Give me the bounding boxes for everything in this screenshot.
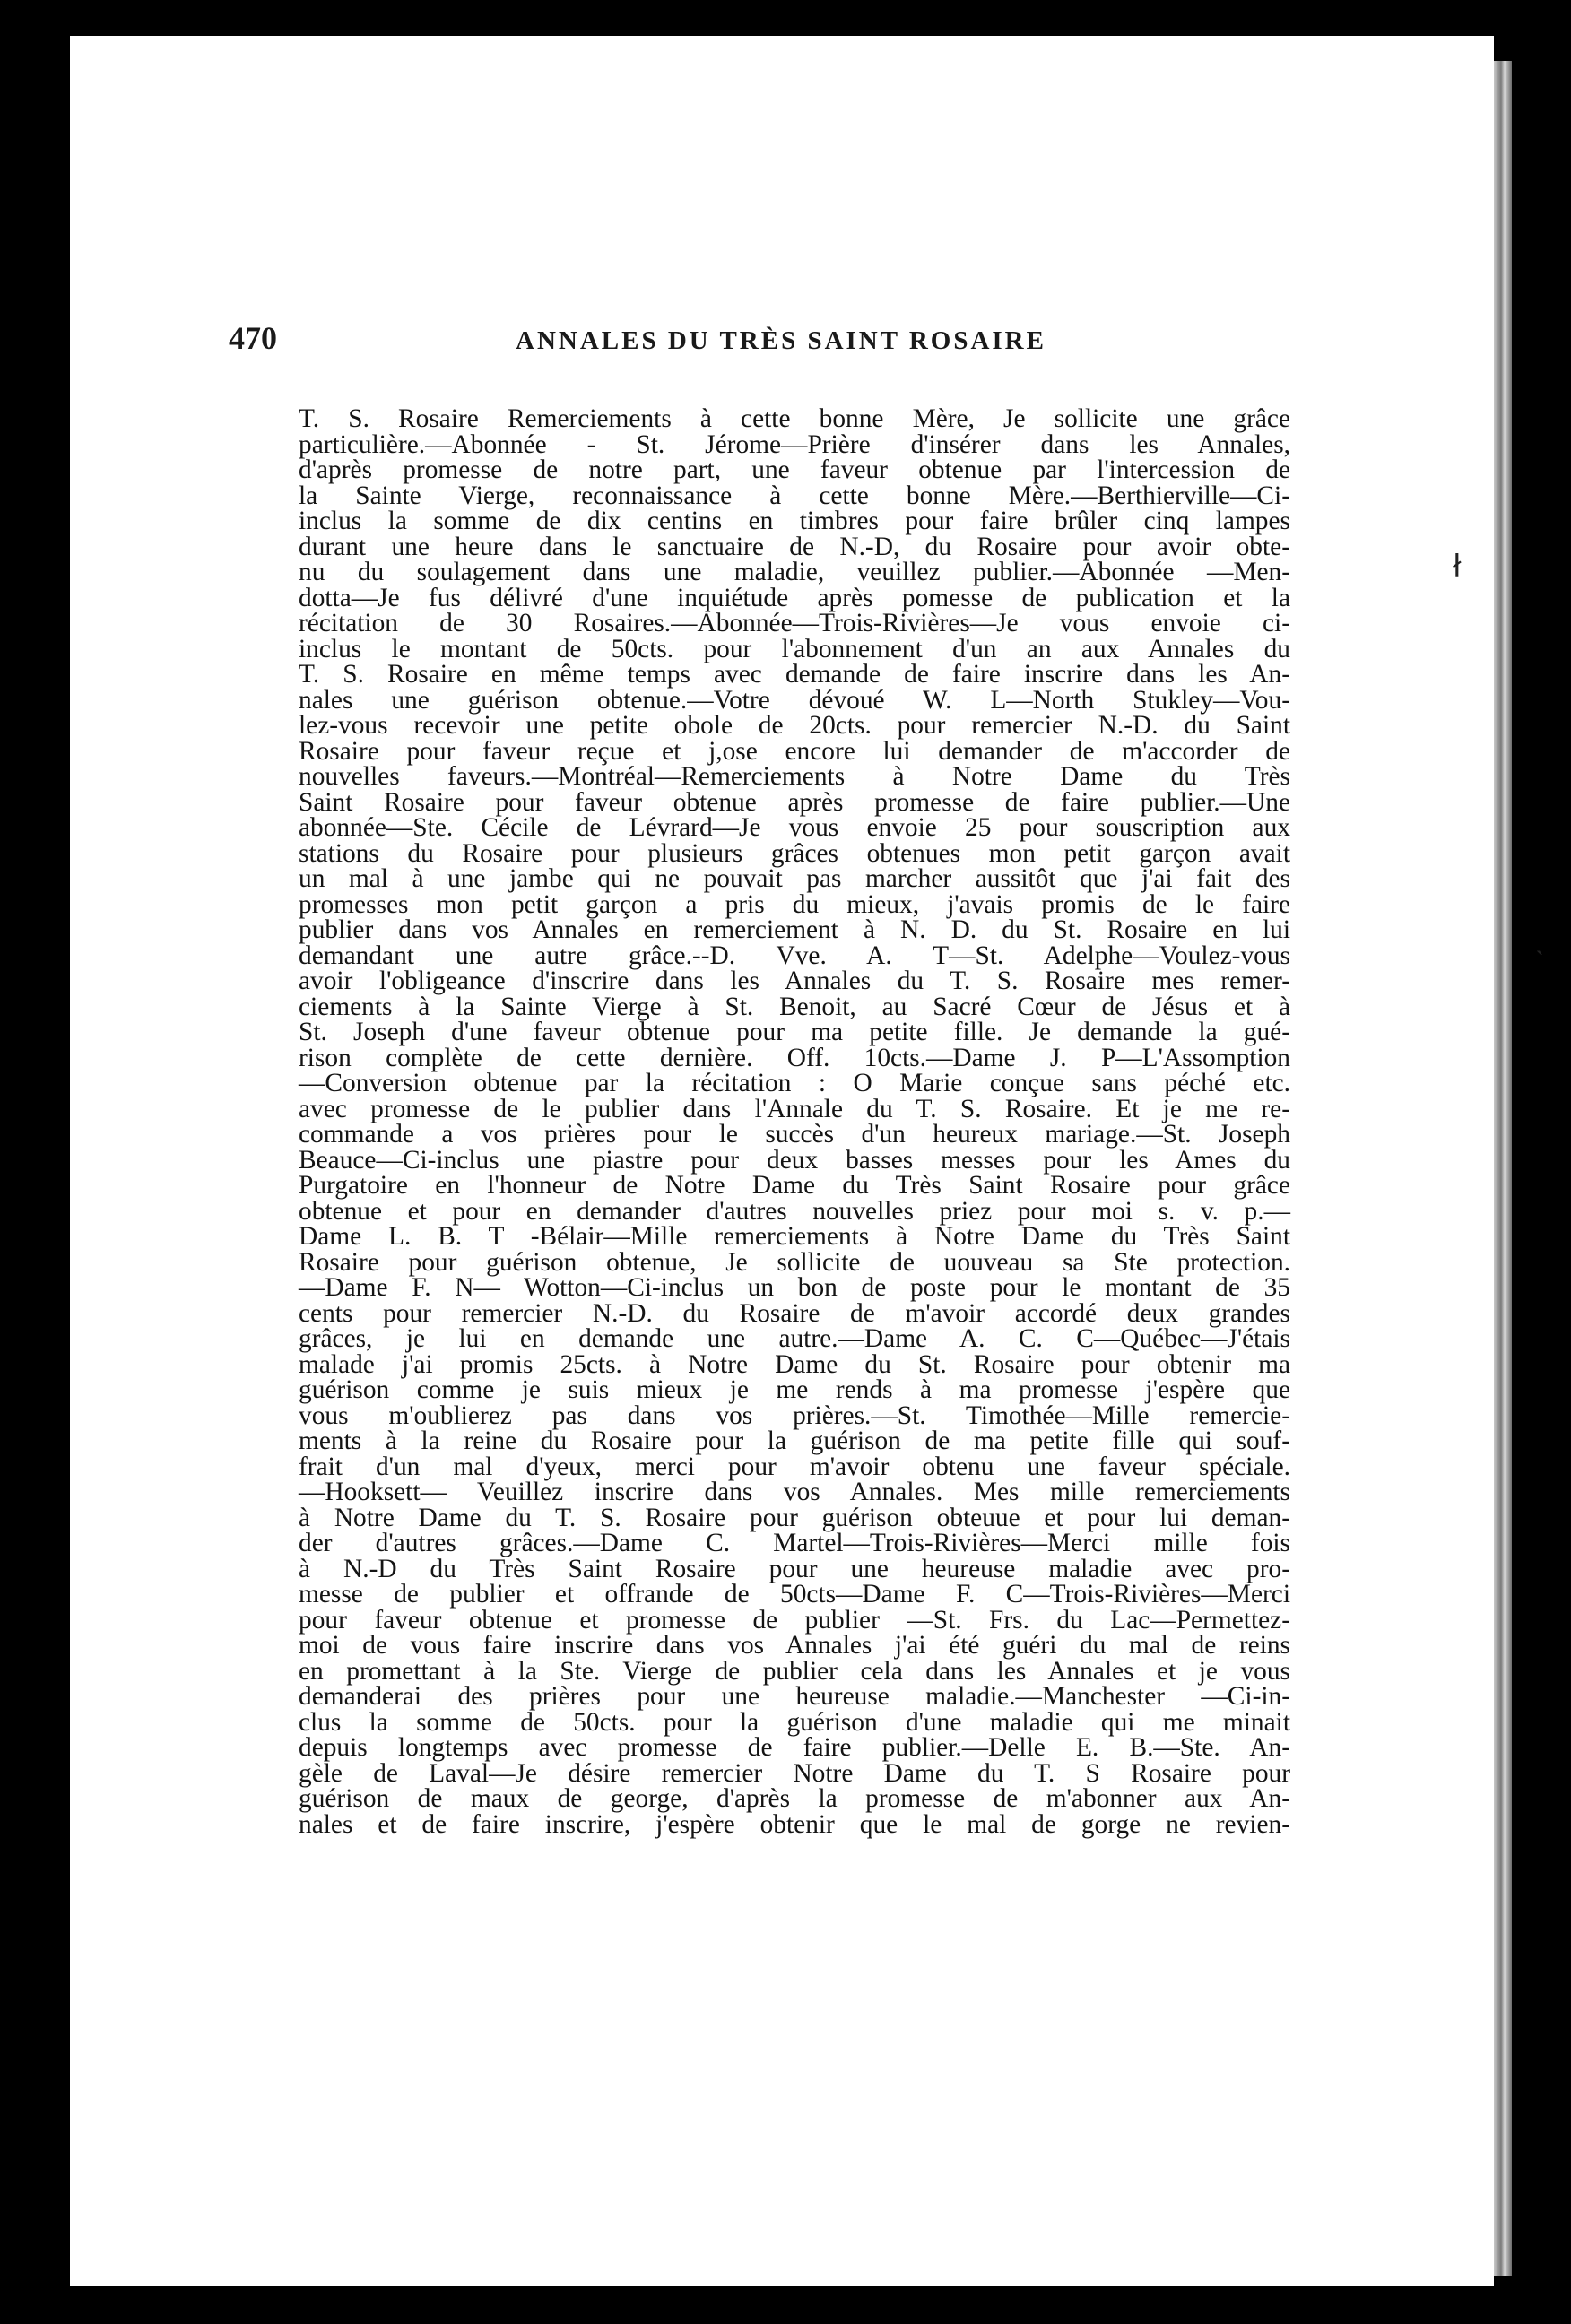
text-line: demandant une autre grâce.--D. Vve. A. T—St. Adelphe—Voulez-vous bbox=[299, 941, 1290, 970]
text-line: dotta—Je fus délivré d'une inquiétude après pomesse de publication et la bbox=[299, 583, 1290, 612]
text-line: en promettant à la Ste. Vierge de publier cela dans les Annales et je vous bbox=[299, 1656, 1290, 1686]
text-line: abonnée—Ste. Cécile de Lévrard—Je vous envoie 25 pour souscription aux bbox=[299, 813, 1290, 842]
text-line: der d'autres grâces.—Dame C. Martel—Trois-Rivières—Merci mille fois bbox=[299, 1529, 1290, 1557]
text-line: Rosaire pour guérison obtenue, Je sollicite de uouveau sa Ste protection. bbox=[299, 1247, 1290, 1277]
text-line: inclus le montant de 50cts. pour l'abonnement d'un an aux Annales du bbox=[299, 634, 1290, 663]
text-line: ments à la reine du Rosaire pour la guérison de ma petite fille qui souf- bbox=[299, 1426, 1290, 1455]
text-line: avoir l'obligeance d'inscrire dans les Annales du T. S. Rosaire mes remer- bbox=[299, 967, 1290, 995]
text-line: rison complète de cette dernière. Off. 10cts.—Dame J. P—L'Assomption bbox=[299, 1043, 1290, 1072]
text-line: Dame L. B. T -Bélair—Mille remerciements à Notre Dame du Très Saint bbox=[299, 1222, 1290, 1251]
text-line: pour faveur obtenue et promesse de publier —St. Frs. du Lac—Permettez- bbox=[299, 1605, 1290, 1635]
text-line: Saint Rosaire pour faveur obtenue après promesse de faire publier.—Une bbox=[299, 787, 1290, 817]
margin-mark: ł bbox=[1453, 549, 1462, 585]
text-line: à N.-D du Très Saint Rosaire pour une heureuse maladie avec pro- bbox=[299, 1554, 1290, 1583]
page-edge-shadow bbox=[1494, 61, 1512, 2276]
text-line: d'après promesse de notre part, une faveur obtenue par l'intercession de bbox=[299, 455, 1290, 484]
text-line: guérison de maux de george, d'après la promesse de m'abonner aux An- bbox=[299, 1784, 1290, 1813]
text-line: publier dans vos Annales en remerciement à N. D. du St. Rosaire en lui bbox=[299, 915, 1290, 944]
text-line: moi de vous faire inscrire dans vos Annales j'ai été guéri du mal de reins bbox=[299, 1631, 1290, 1660]
text-line: un mal à une jambe qui ne pouvait pas marcher aussitôt que j'ai fait des bbox=[299, 864, 1290, 893]
text-line: durant une heure dans le sanctuaire de N.-D, du Rosaire pour avoir obte- bbox=[299, 532, 1290, 561]
text-line: Beauce—Ci-inclus une piastre pour deux basses messes pour les Ames du bbox=[299, 1145, 1290, 1175]
text-line: récitation de 30 Rosaires.—Abonnée—Trois-Rivières—Je vous envoie ci- bbox=[299, 609, 1290, 637]
page-number: 470 bbox=[229, 320, 277, 356]
text-line: St. Joseph d'une faveur obtenue pour ma petite fille. Je demande la gué- bbox=[299, 1018, 1290, 1046]
text-line: guérison comme je suis mieux je me rends à ma promesse j'espère que bbox=[299, 1375, 1290, 1404]
text-line: nales et de faire inscrire, j'espère obtenir que le mal de gorge ne revien- bbox=[299, 1809, 1290, 1839]
text-line: messe de publier et offrande de 50cts—Dame F. C—Trois-Rivières—Merci bbox=[299, 1580, 1290, 1609]
text-line: cents pour remercier N.-D. du Rosaire de m'avoir accordé deux grandes bbox=[299, 1298, 1290, 1328]
body-text bbox=[299, 406, 1290, 1837]
text-line: —Hooksett— Veuillez inscrire dans vos Annales. Mes mille remerciements bbox=[299, 1478, 1290, 1506]
text-line: inclus la somme de dix centins en timbres pour faire brûler cinq lampes bbox=[299, 507, 1290, 535]
text-line: —Dame F. N— Wotton—Ci-inclus un bon de poste pour le montant de 35 bbox=[299, 1273, 1290, 1302]
text-line: promesses mon petit garçon a pris du mieux, j'avais promis de le faire bbox=[299, 889, 1290, 919]
text-line: depuis longtemps avec promesse de faire publier.—Delle E. B.—Ste. An- bbox=[299, 1733, 1290, 1762]
text-line: malade j'ai promis 25cts. à Notre Dame du St. Rosaire pour obtenir ma bbox=[299, 1349, 1290, 1379]
text-line: gèle de Laval—Je désire remercier Notre Dame du T. S Rosaire pour bbox=[299, 1758, 1290, 1788]
text-line: ciements à la Sainte Vierge à St. Benoit, au Sacré Cœur de Jésus et à bbox=[299, 992, 1290, 1021]
text-line: demanderai des prières pour une heureuse maladie.—Manchester —Ci-in- bbox=[299, 1682, 1290, 1711]
text-line: lez-vous recevoir une petite obole de 20cts. pour remercier N.-D. du Saint bbox=[299, 711, 1290, 740]
text-line: stations du Rosaire pour plusieurs grâces obtenues mon petit garçon avait bbox=[299, 838, 1290, 868]
text-line: commande a vos prières pour le succès d'un heureux mariage.—St. Joseph bbox=[299, 1120, 1290, 1149]
text-line: à Notre Dame du T. S. Rosaire pour guérison obteuue et pour lui deman- bbox=[299, 1503, 1290, 1532]
text-line: obtenue et pour en demander d'autres nouvelles priez pour moi s. v. p.— bbox=[299, 1196, 1290, 1226]
text-line: particulière.—Abonnée - St. Jérome—Prière d'insérer dans les Annales, bbox=[299, 429, 1290, 459]
text-line: Purgatoire en l'honneur de Notre Dame du Très Saint Rosaire pour grâce bbox=[299, 1171, 1290, 1200]
running-head bbox=[229, 319, 1305, 373]
text-line: T. S. Rosaire en même temps avec demande de faire inscrire dans les An- bbox=[299, 660, 1290, 689]
text-line: vous m'oublierez pas dans vos prières.—St. Timothée—Mille remercie- bbox=[299, 1400, 1290, 1430]
text-line: la Sainte Vierge, reconnaissance à cette bonne Mère.—Berthierville—Ci- bbox=[299, 481, 1290, 510]
text-line: nu du soulagement dans une maladie, veuillez publier.—Abonnée —Men- bbox=[299, 558, 1290, 586]
text-line: grâces, je lui en demande une autre.—Dame A. C. C—Québec—J'étais bbox=[299, 1324, 1290, 1353]
text-line: frait d'un mal d'yeux, merci pour m'avoir obtenu une faveur spéciale. bbox=[299, 1452, 1290, 1481]
text-line: Rosaire pour faveur reçue et j,ose encore lui demander de m'accorder de bbox=[299, 736, 1290, 766]
running-head-title: ANNALES DU TRÈS SAINT ROSAIRE bbox=[516, 326, 1046, 355]
text-line: T. S. Rosaire Remerciements à cette bonne Mère, Je sollicite une grâce bbox=[299, 404, 1290, 433]
text-line: —Conversion obtenue par la récitation : O Marie conçue sans péché etc. bbox=[299, 1069, 1290, 1097]
margin-mark: ˴ bbox=[1535, 934, 1544, 966]
text-line: nales une guérison obtenue.—Votre dévoué W. L—North Stukley—Vou- bbox=[299, 685, 1290, 715]
text-line: avec promesse de le publier dans l'Annale du T. S. Rosaire. Et je me re- bbox=[299, 1094, 1290, 1123]
text-line: nouvelles faveurs.—Montréal—Remerciements à Notre Dame du Très bbox=[299, 762, 1290, 791]
text-line: clus la somme de 50cts. pour la guérison d'une maladie qui me minait bbox=[299, 1707, 1290, 1737]
